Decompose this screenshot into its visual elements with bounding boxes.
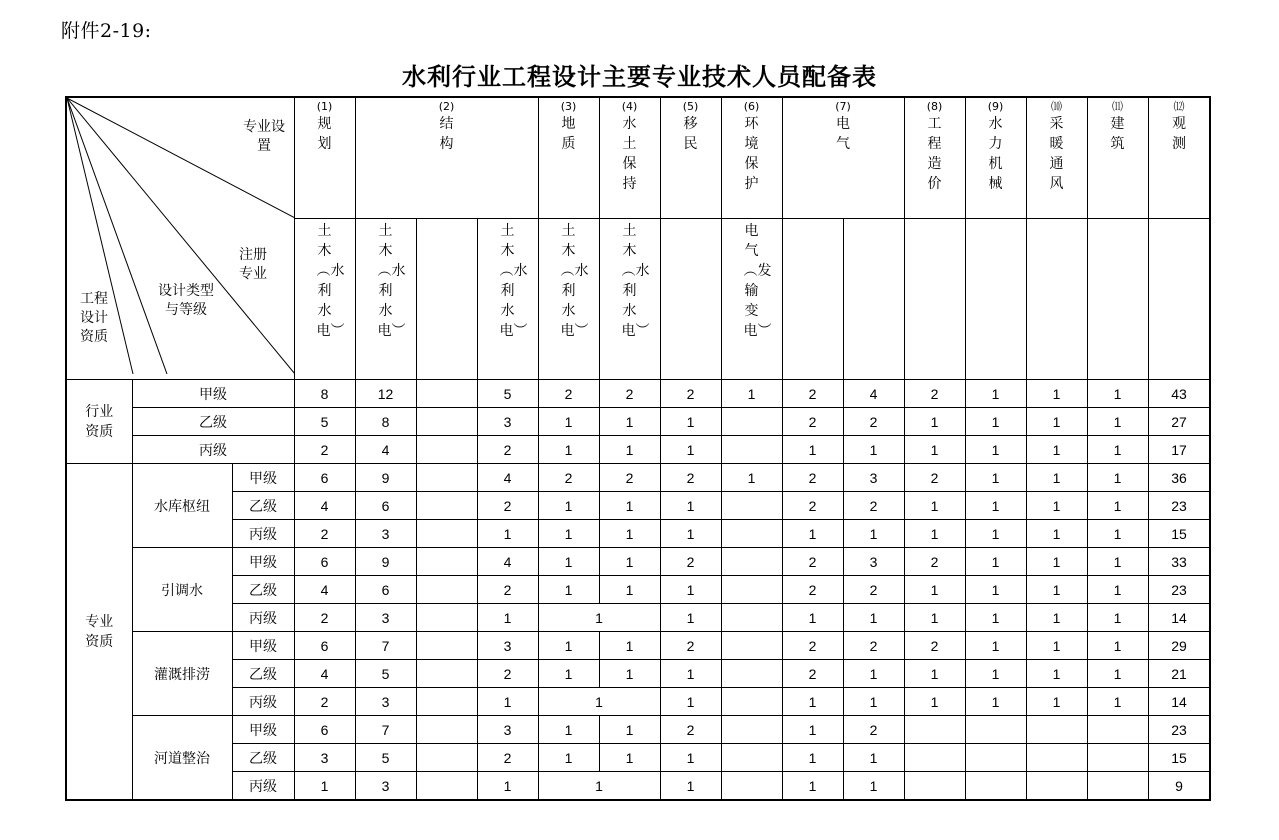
- table-cell: 3: [294, 744, 355, 772]
- table-row: [66, 492, 1210, 520]
- reg-soil: 土木︵水利水电︶: [538, 219, 599, 380]
- table-cell: 1: [965, 408, 1026, 436]
- table-cell: 2: [294, 604, 355, 632]
- grade-label: 甲级: [232, 632, 294, 660]
- grade-label: 丙级: [232, 772, 294, 801]
- table-cell: 1: [904, 436, 965, 464]
- table-cell: 3: [843, 548, 904, 576]
- table-cell: 3: [355, 688, 416, 716]
- corner-specialty-label: 专业设置: [243, 119, 285, 154]
- table-cell: 1: [965, 688, 1026, 716]
- table-cell: 1: [843, 772, 904, 801]
- table-cell: 17: [1148, 436, 1210, 464]
- table-cell: 1: [965, 380, 1026, 408]
- header-geology: (3) 地质: [538, 97, 599, 219]
- table-cell: [416, 492, 477, 520]
- table-cell: 1: [904, 604, 965, 632]
- table-cell: 3: [843, 464, 904, 492]
- table-cell: [416, 660, 477, 688]
- table-cell: [721, 548, 782, 576]
- table-cell: 1: [1087, 436, 1148, 464]
- table-cell: 1: [1026, 520, 1087, 548]
- table-cell: 1: [965, 604, 1026, 632]
- table-cell: 2: [294, 688, 355, 716]
- table-cell: 1: [538, 716, 599, 744]
- table-cell: 1: [1087, 688, 1148, 716]
- table-cell: 2: [904, 548, 965, 576]
- table-row: [66, 772, 1210, 801]
- table-cell: [721, 492, 782, 520]
- table-cell: 2: [477, 660, 538, 688]
- table-cell: 1: [782, 436, 843, 464]
- table-cell: 14: [1148, 688, 1210, 716]
- table-row: [66, 660, 1210, 688]
- table-cell: 1: [1026, 632, 1087, 660]
- table-row: [66, 716, 1210, 744]
- table-cell: [416, 408, 477, 436]
- table-cell: [1087, 716, 1148, 744]
- table-cell: 1: [599, 632, 660, 660]
- reg-geology: 土木︵水利水电︶: [477, 219, 538, 380]
- header-architecture: ⑾ 建筑: [1087, 97, 1148, 219]
- table-cell: 5: [355, 744, 416, 772]
- table-cell: 2: [294, 520, 355, 548]
- table-cell: 1: [538, 744, 599, 772]
- table-cell: 7: [355, 716, 416, 744]
- table-cell: [416, 772, 477, 801]
- table-cell: 2: [660, 548, 721, 576]
- table-cell: 1: [1087, 408, 1148, 436]
- table-cell: 3: [477, 632, 538, 660]
- reg-resettlement: 土木︵水利水电︶: [599, 219, 660, 380]
- grade-label: 乙级: [232, 660, 294, 688]
- grade-label: 甲级: [132, 380, 294, 408]
- table-cell: 2: [782, 492, 843, 520]
- table-cell: 1: [843, 744, 904, 772]
- table-cell: 1: [782, 520, 843, 548]
- table-cell: 1: [904, 492, 965, 520]
- table-cell: 8: [294, 380, 355, 408]
- table-cell: 1: [843, 520, 904, 548]
- table-cell: 2: [782, 576, 843, 604]
- table-row: [66, 604, 1210, 632]
- table-cell: [721, 604, 782, 632]
- grade-label: 丙级: [232, 520, 294, 548]
- type-diversion: 引调水: [132, 548, 232, 632]
- table-cell: 2: [782, 548, 843, 576]
- corner-registered-label: 注册专业: [239, 247, 267, 282]
- header-soil-conservation: (4) 水土保持: [599, 97, 660, 219]
- table-cell: 5: [355, 660, 416, 688]
- table-cell: 1: [782, 604, 843, 632]
- header-environment: (6) 环境保护: [721, 97, 782, 219]
- table-cell: 15: [1148, 744, 1210, 772]
- table-cell: 2: [477, 492, 538, 520]
- table-cell: 1: [660, 744, 721, 772]
- table-cell: 2: [782, 660, 843, 688]
- table-cell: 1: [782, 772, 843, 801]
- header-electrical: (7) 电气: [782, 97, 904, 219]
- table-cell: 1: [965, 632, 1026, 660]
- table-cell: 1: [1087, 464, 1148, 492]
- table-cell: [416, 688, 477, 716]
- grade-label: 丙级: [232, 604, 294, 632]
- table-cell: 1: [660, 772, 721, 801]
- table-cell: 1: [538, 772, 660, 801]
- table-cell: 2: [782, 464, 843, 492]
- table-cell: 2: [477, 436, 538, 464]
- table-row: [66, 520, 1210, 548]
- table-cell: [416, 576, 477, 604]
- table-cell: 1: [1026, 688, 1087, 716]
- table-cell: 9: [355, 548, 416, 576]
- table-cell: 1: [1026, 380, 1087, 408]
- table-row: [66, 576, 1210, 604]
- table-cell: 1: [721, 464, 782, 492]
- table-row: [66, 408, 1210, 436]
- table-cell: 1: [660, 492, 721, 520]
- table-cell: 1: [538, 520, 599, 548]
- table-cell: 4: [843, 380, 904, 408]
- header-row: [66, 97, 1210, 219]
- table-cell: 4: [355, 436, 416, 464]
- table-cell: [904, 716, 965, 744]
- table-row: [66, 632, 1210, 660]
- page-title: 水利行业工程设计主要专业技术人员配备表: [402, 63, 877, 91]
- header-cost: (8) 工程造价: [904, 97, 965, 219]
- table-cell: 1: [660, 436, 721, 464]
- type-irrigation: 灌溉排涝: [132, 632, 232, 716]
- table-cell: 5: [294, 408, 355, 436]
- table-cell: 1: [843, 436, 904, 464]
- table-cell: 1: [538, 436, 599, 464]
- table-row: [66, 688, 1210, 716]
- table-cell: [1026, 772, 1087, 801]
- table-cell: 23: [1148, 716, 1210, 744]
- table-cell: 1: [782, 688, 843, 716]
- table-cell: [904, 772, 965, 801]
- table-cell: 9: [1148, 772, 1210, 801]
- grade-label: 甲级: [232, 464, 294, 492]
- table-cell: [416, 464, 477, 492]
- table-cell: 1: [477, 604, 538, 632]
- table-cell: 6: [294, 716, 355, 744]
- header-hydraulic-machinery: (9) 水力机械: [965, 97, 1026, 219]
- reg-structure: 土木︵水利水电︶: [355, 219, 416, 380]
- reg-hvac: [965, 219, 1026, 380]
- header-structure: (2) 结构: [355, 97, 538, 219]
- table-cell: [965, 772, 1026, 801]
- table-cell: [416, 716, 477, 744]
- table-cell: 1: [599, 716, 660, 744]
- reg-hydraulic: [904, 219, 965, 380]
- table-cell: 1: [1026, 660, 1087, 688]
- attachment-label: 附件2-19:: [61, 20, 152, 42]
- table-cell: 33: [1148, 548, 1210, 576]
- table-cell: 1: [965, 548, 1026, 576]
- table-cell: [416, 520, 477, 548]
- reg-monitoring: [1087, 219, 1148, 380]
- table-cell: 1: [965, 492, 1026, 520]
- table-cell: 2: [904, 632, 965, 660]
- table-cell: 2: [660, 632, 721, 660]
- table-cell: 1: [1087, 520, 1148, 548]
- table-cell: [416, 548, 477, 576]
- table-cell: 1: [965, 464, 1026, 492]
- table-cell: 1: [1087, 604, 1148, 632]
- table-cell: 3: [355, 772, 416, 801]
- table-cell: 1: [660, 520, 721, 548]
- type-river: 河道整治: [132, 716, 232, 801]
- table-cell: 12: [355, 380, 416, 408]
- table-cell: 2: [843, 632, 904, 660]
- table-cell: [721, 408, 782, 436]
- table-cell: 1: [660, 688, 721, 716]
- table-cell: [1026, 716, 1087, 744]
- grade-label: 甲级: [232, 716, 294, 744]
- table-cell: 1: [904, 660, 965, 688]
- table-cell: [721, 632, 782, 660]
- table-cell: 1: [1026, 576, 1087, 604]
- table-cell: 1: [660, 604, 721, 632]
- table-cell: 2: [660, 716, 721, 744]
- table-cell: 1: [599, 744, 660, 772]
- table-cell: 1: [477, 688, 538, 716]
- table-cell: 1: [782, 744, 843, 772]
- table-cell: 1: [1026, 464, 1087, 492]
- reg-architecture: [1026, 219, 1087, 380]
- table-cell: 1: [965, 576, 1026, 604]
- header-monitoring: ⑿ 观测: [1148, 97, 1210, 219]
- table-cell: 2: [782, 408, 843, 436]
- table-cell: 8: [355, 408, 416, 436]
- reg-structure-blank: [416, 219, 477, 380]
- type-reservoir: 水库枢纽: [132, 464, 232, 548]
- table-cell: 3: [355, 604, 416, 632]
- table-cell: 2: [843, 576, 904, 604]
- grade-label: 乙级: [132, 408, 294, 436]
- table-cell: 2: [782, 632, 843, 660]
- table-cell: 2: [843, 716, 904, 744]
- table-cell: [1087, 744, 1148, 772]
- header-planning: (1) 规划: [294, 97, 355, 219]
- table-cell: 7: [355, 632, 416, 660]
- table-cell: 4: [477, 548, 538, 576]
- table-cell: 1: [843, 660, 904, 688]
- table-cell: 1: [843, 688, 904, 716]
- table-cell: 1: [538, 548, 599, 576]
- category-special: 专业资质: [66, 464, 132, 801]
- table-cell: 1: [904, 408, 965, 436]
- table-cell: 1: [1026, 408, 1087, 436]
- grade-label: 乙级: [232, 744, 294, 772]
- grade-label: 丙级: [232, 688, 294, 716]
- reg-cost: [843, 219, 904, 380]
- table-cell: 9: [355, 464, 416, 492]
- grade-label: 丙级: [132, 436, 294, 464]
- table-cell: 4: [294, 576, 355, 604]
- table-cell: [1026, 744, 1087, 772]
- table-cell: 2: [782, 380, 843, 408]
- table-cell: 1: [599, 548, 660, 576]
- table-cell: 2: [904, 464, 965, 492]
- table-cell: 2: [843, 408, 904, 436]
- table-cell: 1: [904, 520, 965, 548]
- table-cell: 1: [660, 408, 721, 436]
- table-cell: 2: [599, 380, 660, 408]
- header-hvac: ⑽ 采暖通风: [1026, 97, 1087, 219]
- table-cell: 6: [355, 492, 416, 520]
- table-cell: 1: [599, 436, 660, 464]
- table-cell: 6: [294, 548, 355, 576]
- reg-planning: 土木︵水利水电︶: [294, 219, 355, 380]
- table-cell: 1: [538, 688, 660, 716]
- table-cell: 1: [1026, 604, 1087, 632]
- table-cell: 1: [538, 604, 660, 632]
- table-cell: 1: [1026, 548, 1087, 576]
- table-cell: 1: [538, 632, 599, 660]
- table-cell: 1: [660, 660, 721, 688]
- table-cell: 43: [1148, 380, 1210, 408]
- table-cell: 1: [904, 576, 965, 604]
- header-resettlement: (5) 移民: [660, 97, 721, 219]
- table-cell: 1: [1087, 576, 1148, 604]
- table-row: [66, 436, 1210, 464]
- table-cell: 2: [660, 380, 721, 408]
- table-cell: 1: [843, 604, 904, 632]
- table-cell: 1: [538, 408, 599, 436]
- table-cell: 1: [538, 660, 599, 688]
- table-cell: 27: [1148, 408, 1210, 436]
- table-cell: 5: [477, 380, 538, 408]
- table-cell: [965, 716, 1026, 744]
- table-cell: [416, 380, 477, 408]
- table-cell: 2: [538, 464, 599, 492]
- table-row: [66, 464, 1210, 492]
- table-cell: 1: [538, 492, 599, 520]
- table-cell: 1: [599, 660, 660, 688]
- table-cell: 1: [599, 576, 660, 604]
- table-cell: 1: [965, 660, 1026, 688]
- table-cell: 1: [1087, 492, 1148, 520]
- table-cell: [721, 576, 782, 604]
- table-cell: 1: [599, 492, 660, 520]
- table-cell: [721, 744, 782, 772]
- table-cell: 3: [355, 520, 416, 548]
- table-cell: [416, 436, 477, 464]
- table-cell: 1: [1026, 492, 1087, 520]
- table-cell: 1: [965, 436, 1026, 464]
- table-cell: [721, 716, 782, 744]
- table-cell: 1: [1087, 380, 1148, 408]
- grade-label: 乙级: [232, 492, 294, 520]
- table-cell: 4: [477, 464, 538, 492]
- table-cell: 2: [477, 744, 538, 772]
- table-cell: 36: [1148, 464, 1210, 492]
- table-cell: 4: [294, 660, 355, 688]
- grade-label: 甲级: [232, 548, 294, 576]
- table-cell: 2: [477, 576, 538, 604]
- table-cell: 1: [904, 688, 965, 716]
- corner-design-type-label: 设计类型与等级: [158, 283, 214, 318]
- table-row: [66, 548, 1210, 576]
- table-cell: 1: [477, 772, 538, 801]
- table-cell: [721, 688, 782, 716]
- table-cell: 1: [721, 380, 782, 408]
- table-cell: 2: [294, 436, 355, 464]
- reg-electrical-blank: [782, 219, 843, 380]
- corner-qualification-label: 工程设计资质: [80, 291, 108, 345]
- table-cell: 1: [477, 520, 538, 548]
- table-cell: 3: [477, 408, 538, 436]
- table-cell: 29: [1148, 632, 1210, 660]
- table-cell: 2: [538, 380, 599, 408]
- table-cell: 23: [1148, 492, 1210, 520]
- table-row: [66, 744, 1210, 772]
- table-cell: [416, 744, 477, 772]
- table-cell: 1: [1087, 548, 1148, 576]
- table-row: [66, 380, 1210, 408]
- table-cell: [721, 436, 782, 464]
- table-cell: [721, 520, 782, 548]
- table-cell: 21: [1148, 660, 1210, 688]
- table-cell: [965, 744, 1026, 772]
- table-cell: [416, 632, 477, 660]
- table-cell: 6: [355, 576, 416, 604]
- table-cell: [721, 660, 782, 688]
- table-cell: 3: [477, 716, 538, 744]
- reg-electrical: 电气︵发输变电︶: [721, 219, 782, 380]
- table-cell: 1: [1026, 436, 1087, 464]
- table-cell: 14: [1148, 604, 1210, 632]
- table-cell: 6: [294, 632, 355, 660]
- table-cell: 2: [904, 380, 965, 408]
- table-cell: 1: [538, 576, 599, 604]
- table-cell: 1: [782, 716, 843, 744]
- table-cell: 2: [599, 464, 660, 492]
- table-cell: 23: [1148, 576, 1210, 604]
- table-cell: 1: [599, 408, 660, 436]
- reg-environment: [660, 219, 721, 380]
- table-cell: 1: [294, 772, 355, 801]
- table-cell: [904, 744, 965, 772]
- table-cell: 6: [294, 464, 355, 492]
- table-cell: [416, 604, 477, 632]
- table-cell: 1: [660, 576, 721, 604]
- table-cell: [721, 772, 782, 801]
- header-corner: [66, 97, 294, 380]
- category-industry: 行业资质: [66, 380, 132, 464]
- table-cell: 1: [1087, 632, 1148, 660]
- staffing-table: [65, 96, 1211, 801]
- grade-label: 乙级: [232, 576, 294, 604]
- table-cell: 2: [660, 464, 721, 492]
- table-cell: 2: [843, 492, 904, 520]
- table-cell: 1: [1087, 660, 1148, 688]
- table-cell: [1087, 772, 1148, 801]
- table-cell: 4: [294, 492, 355, 520]
- table-cell: 1: [599, 520, 660, 548]
- table-cell: 1: [965, 520, 1026, 548]
- table-cell: 15: [1148, 520, 1210, 548]
